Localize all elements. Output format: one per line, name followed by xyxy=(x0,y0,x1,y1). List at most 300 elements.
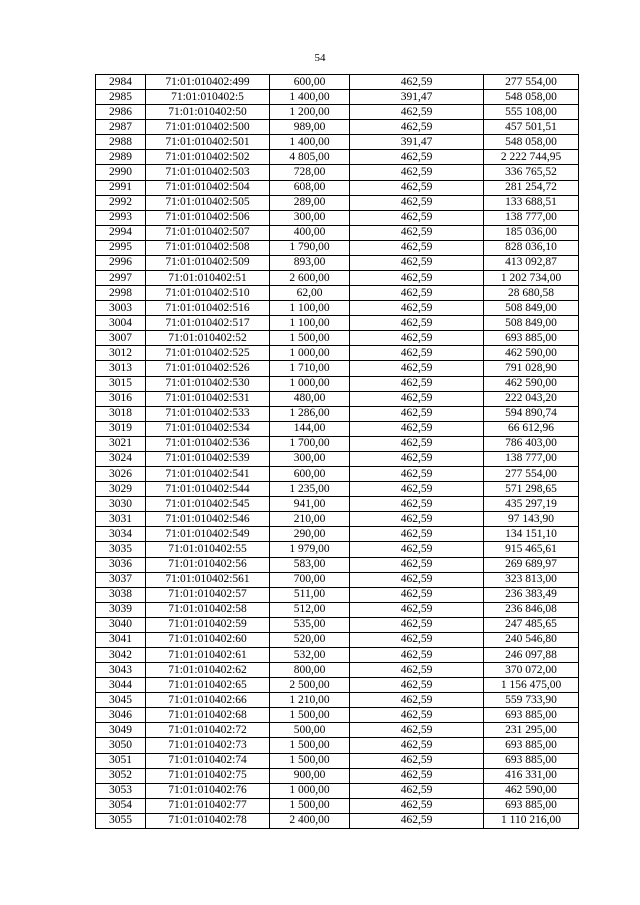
row-number-cell: 3030 xyxy=(96,497,146,512)
row-number-cell: 3042 xyxy=(96,647,146,662)
cadastral-number-cell: 71:01:010402:499 xyxy=(146,75,270,90)
area-cell: 893,00 xyxy=(270,255,350,270)
area-cell: 500,00 xyxy=(270,723,350,738)
area-cell: 1 700,00 xyxy=(270,436,350,451)
cadastral-number-cell: 71:01:010402:66 xyxy=(146,693,270,708)
table-row xyxy=(96,632,579,647)
row-number-cell: 3004 xyxy=(96,316,146,331)
rate-cell: 462,59 xyxy=(350,587,484,602)
area-cell: 1 500,00 xyxy=(270,331,350,346)
table-row xyxy=(96,90,579,105)
row-number-cell: 3012 xyxy=(96,346,146,361)
rate-cell: 462,59 xyxy=(350,271,484,286)
rate-cell: 462,59 xyxy=(350,165,484,180)
cadastral-number-cell: 71:01:010402:509 xyxy=(146,255,270,270)
cadastral-value-cell: 693 885,00 xyxy=(484,708,579,723)
row-number-cell: 2994 xyxy=(96,225,146,240)
table-row xyxy=(96,798,579,813)
rate-cell: 462,59 xyxy=(350,678,484,693)
cadastral-value-cell: 555 108,00 xyxy=(484,105,579,120)
area-cell: 1 710,00 xyxy=(270,361,350,376)
cadastral-number-cell: 71:01:010402:533 xyxy=(146,406,270,421)
cadastral-number-cell: 71:01:010402:510 xyxy=(146,286,270,301)
row-number-cell: 2989 xyxy=(96,150,146,165)
area-cell: 1 790,00 xyxy=(270,240,350,255)
area-cell: 300,00 xyxy=(270,451,350,466)
cadastral-number-cell: 71:01:010402:561 xyxy=(146,572,270,587)
rate-cell: 462,59 xyxy=(350,617,484,632)
row-number-cell: 2996 xyxy=(96,255,146,270)
table-row xyxy=(96,663,579,678)
cadastral-value-table xyxy=(95,74,579,829)
cadastral-value-cell: 138 777,00 xyxy=(484,451,579,466)
table-row xyxy=(96,195,579,210)
cadastral-value-cell: 236 383,49 xyxy=(484,587,579,602)
rate-cell: 462,59 xyxy=(350,301,484,316)
rate-cell: 462,59 xyxy=(350,813,484,828)
table-row xyxy=(96,497,579,512)
cadastral-value-cell: 413 092,87 xyxy=(484,255,579,270)
cadastral-value-cell: 269 689,97 xyxy=(484,557,579,572)
area-cell: 1 210,00 xyxy=(270,693,350,708)
cadastral-value-cell: 66 612,96 xyxy=(484,421,579,436)
table-row xyxy=(96,557,579,572)
cadastral-number-cell: 71:01:010402:73 xyxy=(146,738,270,753)
cadastral-number-cell: 71:01:010402:508 xyxy=(146,240,270,255)
rate-cell: 462,59 xyxy=(350,602,484,617)
rate-cell: 391,47 xyxy=(350,90,484,105)
cadastral-number-cell: 71:01:010402:56 xyxy=(146,557,270,572)
cadastral-value-cell: 435 297,19 xyxy=(484,497,579,512)
cadastral-value-cell: 97 143,90 xyxy=(484,512,579,527)
rate-cell: 391,47 xyxy=(350,135,484,150)
rate-cell: 462,59 xyxy=(350,783,484,798)
cadastral-value-cell: 693 885,00 xyxy=(484,753,579,768)
row-number-cell: 2987 xyxy=(96,120,146,135)
area-cell: 800,00 xyxy=(270,663,350,678)
row-number-cell: 3021 xyxy=(96,436,146,451)
rate-cell: 462,59 xyxy=(350,316,484,331)
rate-cell: 462,59 xyxy=(350,557,484,572)
cadastral-number-cell: 71:01:010402:530 xyxy=(146,376,270,391)
cadastral-value-cell: 185 036,00 xyxy=(484,225,579,240)
cadastral-value-cell: 336 765,52 xyxy=(484,165,579,180)
table-row xyxy=(96,165,579,180)
cadastral-value-cell: 559 733,90 xyxy=(484,693,579,708)
cadastral-number-cell: 71:01:010402:65 xyxy=(146,678,270,693)
rate-cell: 462,59 xyxy=(350,361,484,376)
cadastral-value-cell: 462 590,00 xyxy=(484,376,579,391)
cadastral-number-cell: 71:01:010402:75 xyxy=(146,768,270,783)
row-number-cell: 2984 xyxy=(96,75,146,90)
rate-cell: 462,59 xyxy=(350,406,484,421)
table-row xyxy=(96,286,579,301)
cadastral-value-cell: 281 254,72 xyxy=(484,180,579,195)
rate-cell: 462,59 xyxy=(350,421,484,436)
area-cell: 520,00 xyxy=(270,632,350,647)
area-cell: 583,00 xyxy=(270,557,350,572)
row-number-cell: 2986 xyxy=(96,105,146,120)
table-row xyxy=(96,723,579,738)
cadastral-number-cell: 71:01:010402:72 xyxy=(146,723,270,738)
cadastral-number-cell: 71:01:010402:68 xyxy=(146,708,270,723)
row-number-cell: 2992 xyxy=(96,195,146,210)
rate-cell: 462,59 xyxy=(350,286,484,301)
row-number-cell: 2997 xyxy=(96,271,146,286)
rate-cell: 462,59 xyxy=(350,105,484,120)
cadastral-value-cell: 231 295,00 xyxy=(484,723,579,738)
area-cell: 2 400,00 xyxy=(270,813,350,828)
cadastral-value-cell: 138 777,00 xyxy=(484,210,579,225)
area-cell: 1 500,00 xyxy=(270,753,350,768)
table-row xyxy=(96,271,579,286)
cadastral-value-cell: 134 151,10 xyxy=(484,527,579,542)
cadastral-number-cell: 71:01:010402:500 xyxy=(146,120,270,135)
cadastral-number-cell: 71:01:010402:545 xyxy=(146,497,270,512)
cadastral-number-cell: 71:01:010402:541 xyxy=(146,467,270,482)
cadastral-number-cell: 71:01:010402:76 xyxy=(146,783,270,798)
row-number-cell: 3040 xyxy=(96,617,146,632)
area-cell: 290,00 xyxy=(270,527,350,542)
cadastral-value-cell: 828 036,10 xyxy=(484,240,579,255)
area-cell: 700,00 xyxy=(270,572,350,587)
table-row xyxy=(96,361,579,376)
cadastral-number-cell: 71:01:010402:50 xyxy=(146,105,270,120)
cadastral-number-cell: 71:01:010402:531 xyxy=(146,391,270,406)
row-number-cell: 3046 xyxy=(96,708,146,723)
rate-cell: 462,59 xyxy=(350,542,484,557)
rate-cell: 462,59 xyxy=(350,512,484,527)
row-number-cell: 3031 xyxy=(96,512,146,527)
area-cell: 300,00 xyxy=(270,210,350,225)
page-number: 54 xyxy=(314,52,326,64)
cadastral-value-cell: 277 554,00 xyxy=(484,467,579,482)
rate-cell: 462,59 xyxy=(350,376,484,391)
rate-cell: 462,59 xyxy=(350,195,484,210)
row-number-cell: 3041 xyxy=(96,632,146,647)
cadastral-value-cell: 915 465,61 xyxy=(484,542,579,557)
cadastral-value-cell: 548 058,00 xyxy=(484,135,579,150)
table-row xyxy=(96,768,579,783)
rate-cell: 462,59 xyxy=(350,693,484,708)
rate-cell: 462,59 xyxy=(350,527,484,542)
rate-cell: 462,59 xyxy=(350,331,484,346)
cadastral-number-cell: 71:01:010402:59 xyxy=(146,617,270,632)
row-number-cell: 3051 xyxy=(96,753,146,768)
table-body xyxy=(96,75,579,829)
area-cell: 400,00 xyxy=(270,225,350,240)
table-row xyxy=(96,783,579,798)
area-cell: 2 600,00 xyxy=(270,271,350,286)
area-cell: 941,00 xyxy=(270,497,350,512)
row-number-cell: 3003 xyxy=(96,301,146,316)
rate-cell: 462,59 xyxy=(350,572,484,587)
table-row xyxy=(96,316,579,331)
table-row xyxy=(96,301,579,316)
cadastral-number-cell: 71:01:010402:549 xyxy=(146,527,270,542)
rate-cell: 462,59 xyxy=(350,482,484,497)
cadastral-number-cell: 71:01:010402:507 xyxy=(146,225,270,240)
table-row xyxy=(96,738,579,753)
area-cell: 728,00 xyxy=(270,165,350,180)
area-cell: 1 235,00 xyxy=(270,482,350,497)
cadastral-value-cell: 508 849,00 xyxy=(484,301,579,316)
cadastral-value-cell: 370 072,00 xyxy=(484,663,579,678)
row-number-cell: 3054 xyxy=(96,798,146,813)
area-cell: 1 400,00 xyxy=(270,90,350,105)
cadastral-value-cell: 133 688,51 xyxy=(484,195,579,210)
table-row xyxy=(96,647,579,662)
row-number-cell: 3007 xyxy=(96,331,146,346)
table-row xyxy=(96,602,579,617)
table-row xyxy=(96,225,579,240)
area-cell: 535,00 xyxy=(270,617,350,632)
cadastral-number-cell: 71:01:010402:546 xyxy=(146,512,270,527)
cadastral-value-cell: 277 554,00 xyxy=(484,75,579,90)
area-cell: 1 500,00 xyxy=(270,798,350,813)
row-number-cell: 3053 xyxy=(96,783,146,798)
area-cell: 600,00 xyxy=(270,467,350,482)
row-number-cell: 2993 xyxy=(96,210,146,225)
cadastral-number-cell: 71:01:010402:5 xyxy=(146,90,270,105)
rate-cell: 462,59 xyxy=(350,210,484,225)
area-cell: 210,00 xyxy=(270,512,350,527)
table-row xyxy=(96,542,579,557)
row-number-cell: 3029 xyxy=(96,482,146,497)
table-row xyxy=(96,135,579,150)
row-number-cell: 3016 xyxy=(96,391,146,406)
table-row xyxy=(96,693,579,708)
rate-cell: 462,59 xyxy=(350,150,484,165)
cadastral-value-cell: 457 501,51 xyxy=(484,120,579,135)
cadastral-value-cell: 1 202 734,00 xyxy=(484,271,579,286)
area-cell: 62,00 xyxy=(270,286,350,301)
row-number-cell: 2990 xyxy=(96,165,146,180)
cadastral-value-cell: 246 097,88 xyxy=(484,647,579,662)
row-number-cell: 2988 xyxy=(96,135,146,150)
rate-cell: 462,59 xyxy=(350,436,484,451)
area-cell: 2 500,00 xyxy=(270,678,350,693)
cadastral-value-cell: 236 846,08 xyxy=(484,602,579,617)
row-number-cell: 3019 xyxy=(96,421,146,436)
row-number-cell: 2995 xyxy=(96,240,146,255)
row-number-cell: 3018 xyxy=(96,406,146,421)
table-row xyxy=(96,346,579,361)
table-row xyxy=(96,572,579,587)
cadastral-number-cell: 71:01:010402:544 xyxy=(146,482,270,497)
table-row xyxy=(96,331,579,346)
rate-cell: 462,59 xyxy=(350,180,484,195)
cadastral-number-cell: 71:01:010402:516 xyxy=(146,301,270,316)
row-number-cell: 3036 xyxy=(96,557,146,572)
rate-cell: 462,59 xyxy=(350,467,484,482)
row-number-cell: 3037 xyxy=(96,572,146,587)
cadastral-value-cell: 247 485,65 xyxy=(484,617,579,632)
table-row xyxy=(96,120,579,135)
table-row xyxy=(96,482,579,497)
area-cell: 989,00 xyxy=(270,120,350,135)
table-row xyxy=(96,708,579,723)
row-number-cell: 3013 xyxy=(96,361,146,376)
area-cell: 1 286,00 xyxy=(270,406,350,421)
rate-cell: 462,59 xyxy=(350,225,484,240)
row-number-cell: 2985 xyxy=(96,90,146,105)
table-row xyxy=(96,467,579,482)
cadastral-number-cell: 71:01:010402:60 xyxy=(146,632,270,647)
area-cell: 1 100,00 xyxy=(270,316,350,331)
cadastral-value-cell: 323 813,00 xyxy=(484,572,579,587)
cadastral-number-cell: 71:01:010402:77 xyxy=(146,798,270,813)
table-row xyxy=(96,617,579,632)
rate-cell: 462,59 xyxy=(350,120,484,135)
cadastral-value-cell: 594 890,74 xyxy=(484,406,579,421)
table-row xyxy=(96,753,579,768)
row-number-cell: 3034 xyxy=(96,527,146,542)
rate-cell: 462,59 xyxy=(350,768,484,783)
cadastral-value-cell: 462 590,00 xyxy=(484,783,579,798)
cadastral-value-cell: 508 849,00 xyxy=(484,316,579,331)
table-row xyxy=(96,255,579,270)
area-cell: 1 979,00 xyxy=(270,542,350,557)
cadastral-number-cell: 71:01:010402:78 xyxy=(146,813,270,828)
cadastral-value-cell: 240 546,80 xyxy=(484,632,579,647)
cadastral-value-cell: 791 028,90 xyxy=(484,361,579,376)
cadastral-value-cell: 1 110 216,00 xyxy=(484,813,579,828)
cadastral-number-cell: 71:01:010402:506 xyxy=(146,210,270,225)
area-cell: 144,00 xyxy=(270,421,350,436)
rate-cell: 462,59 xyxy=(350,346,484,361)
cadastral-number-cell: 71:01:010402:58 xyxy=(146,602,270,617)
cadastral-number-cell: 71:01:010402:51 xyxy=(146,271,270,286)
rate-cell: 462,59 xyxy=(350,391,484,406)
row-number-cell: 2991 xyxy=(96,180,146,195)
rate-cell: 462,59 xyxy=(350,798,484,813)
cadastral-value-cell: 416 331,00 xyxy=(484,768,579,783)
row-number-cell: 2998 xyxy=(96,286,146,301)
table-row xyxy=(96,527,579,542)
table-row xyxy=(96,436,579,451)
area-cell: 1 000,00 xyxy=(270,783,350,798)
rate-cell: 462,59 xyxy=(350,738,484,753)
cadastral-number-cell: 71:01:010402:62 xyxy=(146,663,270,678)
rate-cell: 462,59 xyxy=(350,451,484,466)
rate-cell: 462,59 xyxy=(350,240,484,255)
row-number-cell: 3015 xyxy=(96,376,146,391)
area-cell: 480,00 xyxy=(270,391,350,406)
cadastral-value-cell: 462 590,00 xyxy=(484,346,579,361)
area-cell: 1 000,00 xyxy=(270,346,350,361)
cadastral-value-cell: 693 885,00 xyxy=(484,738,579,753)
table-row xyxy=(96,240,579,255)
cadastral-number-cell: 71:01:010402:52 xyxy=(146,331,270,346)
area-cell: 1 200,00 xyxy=(270,105,350,120)
rate-cell: 462,59 xyxy=(350,708,484,723)
area-cell: 289,00 xyxy=(270,195,350,210)
row-number-cell: 3052 xyxy=(96,768,146,783)
rate-cell: 462,59 xyxy=(350,723,484,738)
cadastral-value-cell: 222 043,20 xyxy=(484,391,579,406)
row-number-cell: 3055 xyxy=(96,813,146,828)
table-row xyxy=(96,75,579,90)
table-row xyxy=(96,813,579,828)
table-row xyxy=(96,587,579,602)
table-row xyxy=(96,376,579,391)
cadastral-number-cell: 71:01:010402:61 xyxy=(146,647,270,662)
table-row xyxy=(96,180,579,195)
cadastral-number-cell: 71:01:010402:536 xyxy=(146,436,270,451)
cadastral-value-cell: 786 403,00 xyxy=(484,436,579,451)
cadastral-number-cell: 71:01:010402:503 xyxy=(146,165,270,180)
rate-cell: 462,59 xyxy=(350,632,484,647)
row-number-cell: 3050 xyxy=(96,738,146,753)
area-cell: 1 400,00 xyxy=(270,135,350,150)
cadastral-value-cell: 28 680,58 xyxy=(484,286,579,301)
cadastral-number-cell: 71:01:010402:57 xyxy=(146,587,270,602)
rate-cell: 462,59 xyxy=(350,663,484,678)
cadastral-number-cell: 71:01:010402:517 xyxy=(146,316,270,331)
cadastral-number-cell: 71:01:010402:526 xyxy=(146,361,270,376)
area-cell: 600,00 xyxy=(270,75,350,90)
area-cell: 1 100,00 xyxy=(270,301,350,316)
table-row xyxy=(96,210,579,225)
table-row xyxy=(96,391,579,406)
cadastral-number-cell: 71:01:010402:505 xyxy=(146,195,270,210)
area-cell: 900,00 xyxy=(270,768,350,783)
row-number-cell: 3049 xyxy=(96,723,146,738)
table-row xyxy=(96,678,579,693)
rate-cell: 462,59 xyxy=(350,753,484,768)
area-cell: 1 500,00 xyxy=(270,738,350,753)
area-cell: 608,00 xyxy=(270,180,350,195)
cadastral-value-cell: 1 156 475,00 xyxy=(484,678,579,693)
row-number-cell: 3038 xyxy=(96,587,146,602)
area-cell: 1 500,00 xyxy=(270,708,350,723)
rate-cell: 462,59 xyxy=(350,647,484,662)
cadastral-value-cell: 693 885,00 xyxy=(484,798,579,813)
rate-cell: 462,59 xyxy=(350,497,484,512)
rate-cell: 462,59 xyxy=(350,255,484,270)
row-number-cell: 3039 xyxy=(96,602,146,617)
cadastral-number-cell: 71:01:010402:501 xyxy=(146,135,270,150)
area-cell: 1 000,00 xyxy=(270,376,350,391)
cadastral-number-cell: 71:01:010402:55 xyxy=(146,542,270,557)
area-cell: 4 805,00 xyxy=(270,150,350,165)
table-row xyxy=(96,512,579,527)
row-number-cell: 3024 xyxy=(96,451,146,466)
row-number-cell: 3044 xyxy=(96,678,146,693)
cadastral-number-cell: 71:01:010402:74 xyxy=(146,753,270,768)
area-cell: 512,00 xyxy=(270,602,350,617)
row-number-cell: 3045 xyxy=(96,693,146,708)
cadastral-value-cell: 2 222 744,95 xyxy=(484,150,579,165)
table-row xyxy=(96,421,579,436)
row-number-cell: 3043 xyxy=(96,663,146,678)
cadastral-number-cell: 71:01:010402:539 xyxy=(146,451,270,466)
row-number-cell: 3035 xyxy=(96,542,146,557)
table-row xyxy=(96,105,579,120)
table-row xyxy=(96,150,579,165)
area-cell: 511,00 xyxy=(270,587,350,602)
row-number-cell: 3026 xyxy=(96,467,146,482)
area-cell: 532,00 xyxy=(270,647,350,662)
cadastral-value-cell: 571 298,65 xyxy=(484,482,579,497)
table-row xyxy=(96,451,579,466)
cadastral-number-cell: 71:01:010402:534 xyxy=(146,421,270,436)
cadastral-value-cell: 693 885,00 xyxy=(484,331,579,346)
cadastral-number-cell: 71:01:010402:502 xyxy=(146,150,270,165)
table-row xyxy=(96,406,579,421)
cadastral-number-cell: 71:01:010402:504 xyxy=(146,180,270,195)
